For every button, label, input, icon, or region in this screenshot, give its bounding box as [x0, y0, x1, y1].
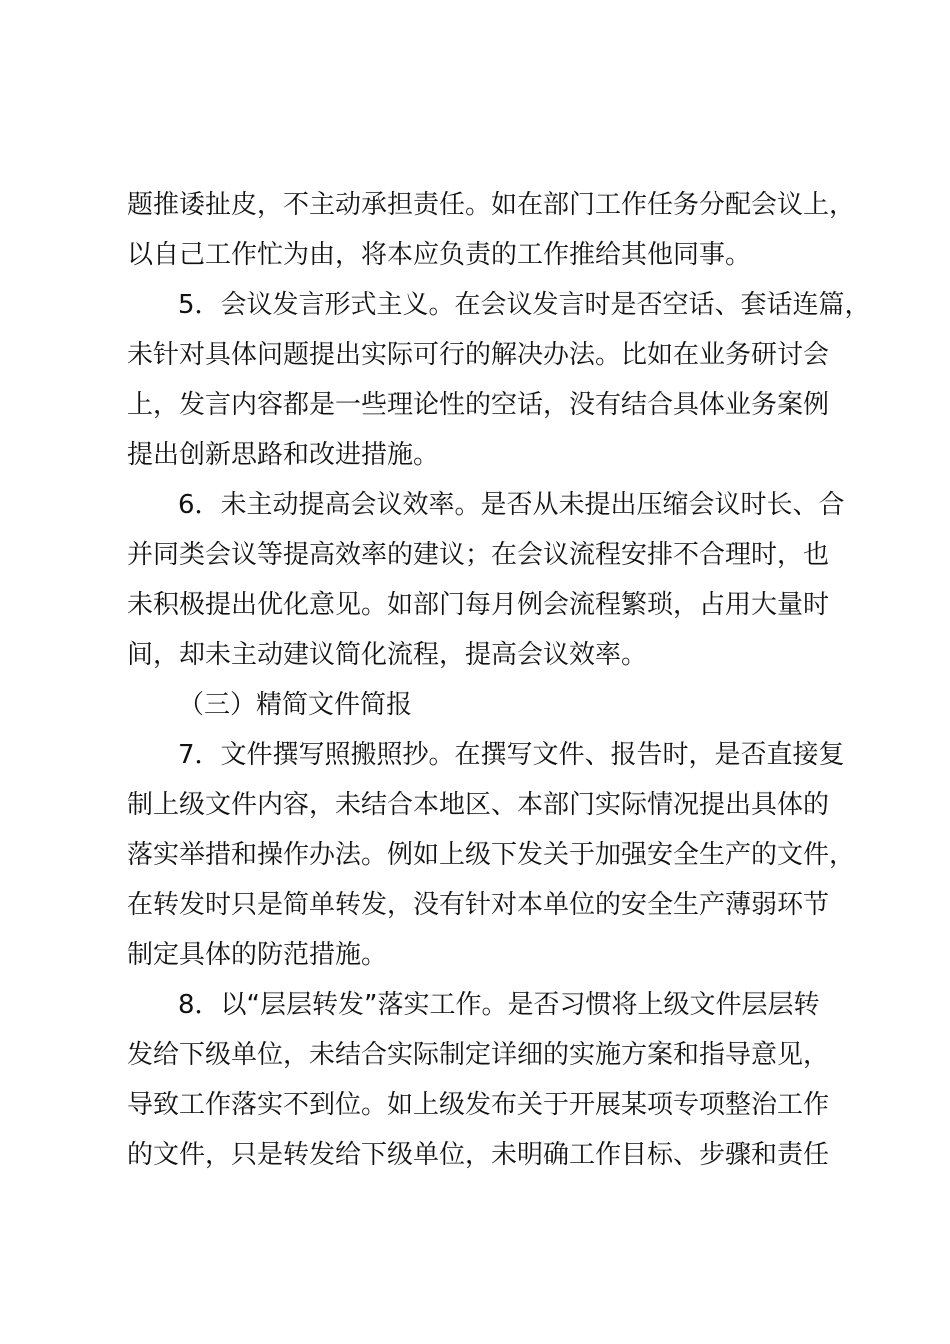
paragraph-6-start: 6．未主动提高会议效率。是否从未提出压缩会议时长、合	[178, 490, 845, 520]
text-line: 在转发时只是简单转发，没有针对本单位的安全生产薄弱环节	[127, 890, 830, 920]
text-line: 间，却未主动建议简化流程，提高会议效率。	[127, 640, 648, 670]
text-line: 未针对具体问题提出实际可行的解决办法。比如在业务研讨会	[127, 340, 830, 370]
text-line: 制定具体的防范措施。	[127, 940, 388, 970]
text-line: 落实举措和操作办法。例如上级下发关于加强安全生产的文件，	[127, 840, 856, 870]
section-heading: （三）精简文件简报	[178, 690, 413, 720]
text-line: 以自己工作忙为由，将本应负责的工作推给其他同事。	[127, 240, 752, 270]
text-line: 提出创新思路和改进措施。	[127, 440, 440, 470]
text-line: 发给下级单位，未结合实际制定详细的实施方案和指导意见，	[127, 1040, 830, 1070]
text-line: 的文件，只是转发给下级单位，未明确工作目标、步骤和责任	[127, 1140, 830, 1170]
text-line: 题推诿扯皮，不主动承担责任。如在部门工作任务分配会议上，	[127, 190, 856, 220]
text-line: 并同类会议等提高效率的建议；在会议流程安排不合理时，也	[127, 540, 830, 570]
paragraph-5-start: 5．会议发言形式主义。在会议发言时是否空话、套话连篇，	[178, 290, 871, 320]
text-line: 未积极提出优化意见。如部门每月例会流程繁琐，占用大量时	[127, 590, 830, 620]
paragraph-8-start: 8．以“层层转发”落实工作。是否习惯将上级文件层层转	[178, 990, 820, 1020]
paragraph-7-start: 7．文件撰写照搬照抄。在撰写文件、报告时，是否直接复	[178, 740, 845, 770]
text-line: 制上级文件内容，未结合本地区、本部门实际情况提出具体的	[127, 790, 830, 820]
text-line: 上，发言内容都是一些理论性的空话，没有结合具体业务案例	[127, 390, 830, 420]
text-line: 导致工作落实不到位。如上级发布关于开展某项专项整治工作	[127, 1090, 830, 1120]
